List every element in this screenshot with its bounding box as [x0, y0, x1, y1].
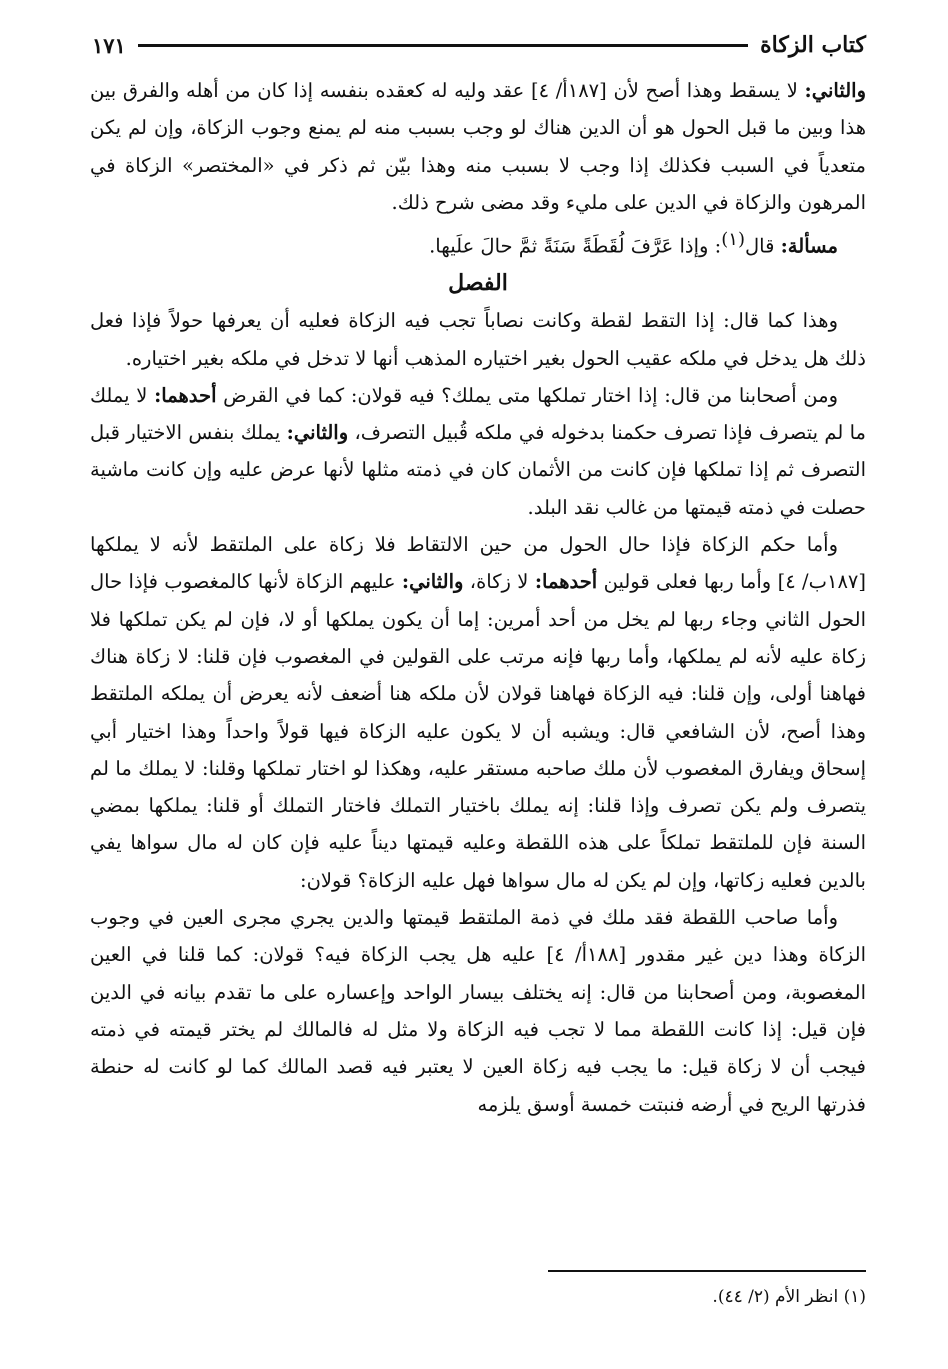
paragraph-1-text: لا يسقط وهذا أصح لأن [١٨٧أ/ ٤] عقد وليه له كعقده بنفسه إذا كان من أهله والفرق بين هذا وبين ما قبل الحول هو أن الدين هناك لو وجب بسبب منه لم يمنع وجوب الزكاة، وإن لم يكن متعدياً في السبب فكذلك إذا وجب لا بسبب منه وهذا بيّن ثم ذكر في «المختصر» الزكاة في المرهون والزكاة في الدين على مليء وقد مضى شرح ذلك. — [90, 79, 866, 214]
label-second: والثاني: — [286, 421, 349, 445]
paragraph-issue — [90, 221, 866, 265]
page-number: ١٧١ — [92, 32, 126, 58]
header-rule — [138, 44, 748, 47]
paragraph-6: وأما صاحب اللقطة فقد ملك في ذمة الملتقط قيمتها والدين يجري مجرى العين في وجوب الزكاة وهذا دين غير مقدور [١٨٨أ/ ٤] عليه هل يجب الزكاة فيه؟ قولان: كما قلنا في العين المغصوبة، ومن أصحابنا من قال: إنه يختلف بيسار الواحد وإعساره على ما تقدم بيانه في الدين فإن قيل: إذا كانت اللقطة مما لا تجب فيه الزكاة ولا مثل له فالمالك لم يختر قيمته في ذمته فيجب أن لا زكاة قيل: ما يجب فيه زكاة العين لا يعتبر فيه قصد المالك كما لو كانت له حنطة فذرتها الريح في أرضه فنبتت خمسة أوسق يلزمه — [90, 906, 867, 1116]
main-text — [90, 72, 866, 1123]
paragraph-3: وهذا كما قال: إذا التقط لقطة وكانت نصاباً تجب فيه الزكاة فعليه أن يعرفها حولاً فإذا فعل ذلك هل يدخل في ملكه عقيب الحول بغير اختياره المذهب أنها لا تدخل في ملكه بغير اختياره. — [90, 309, 866, 370]
issue-text-after: : وإذا عَرَّفَ لُقَطَةً سَنَةً ثمَّ حالَ علَيها. — [429, 234, 722, 258]
paragraph-4-part-3: يملك بنفس الاختيار قبل التصرف ثم إذا تملكها فإن كانت من الأثمان كان في ذمته مثلها لأنها عرض عليه وإن كانت ماشية حصلت في ذمته قيمتها من غالب نقد البلد. — [90, 421, 866, 519]
label-first: أحدهما: — [154, 383, 217, 407]
running-header — [92, 28, 866, 62]
paragraph-5 — [90, 526, 866, 899]
paragraph-4-part-1: ومن أصحابنا من قال: إذا اختار تملكها متى يملك؟ فيه قولان: كما في القرض — [223, 383, 838, 407]
paragraph-1 — [90, 72, 866, 221]
footnote-separator — [548, 1270, 866, 1272]
footnote: (١) انظر الأم (٢/ ٤٤). — [712, 1287, 866, 1307]
label-first: أحدهما: — [534, 570, 598, 594]
section-heading: الفصل — [448, 269, 508, 296]
label-issue: مسألة: — [780, 234, 838, 258]
paragraph-5-part-3: عليهم الزكاة لأنها كالمغصوب فإذا حال الحول الثاني وجاء ربها لم يخل من أحد أمرين: إما أن يكون يملكها أو لا، فإن لم يكن تملكها فلا زكاة عليه لأنه لم يملكها، وأما ربها فإنه مرتب على القولين في المغصوب فإن قلنا: لا زكاة هناك فهاهنا أولى، وإن قلنا: فيه الزكاة فهاهنا قولان لأن ملكه هنا أضعف لأنه يعرض أن يملكه الملتقط وهذا أصح، لأن الشافعي قال: ويشبه أن لا يكون عليه الزكاة فيها قولاً واحداً وهذا اختيار أبي إسحاق ويفارق المغصوب لأن ملك صاحبه مستقر عليه، وهكذا لو اختار تملكها وقلنا: لا يملك ما لم يتصرف ولم يكن تصرف وإذا قلنا: إنه يملك باختيار التملك فاختار التملك أو قلنا: يملكها بمضي السنة فإن للملتقط تملكاً على هذه اللقطة وعليه قيمتها ديناً عليه فإن كان له مال سواها يفي بالدين فعليه زكاتها، وإن لم يكن له مال سواها فهل عليه الزكاة؟ قولان: — [90, 570, 866, 892]
paragraph-4-part-2: لا يملك ما لم يتصرف فإذا تصرف حكمنا بدخوله في ملكه قُبيل التصرف، — [90, 383, 866, 445]
paragraph-5-part-1: وأما حكم الزكاة فإذا حال الحول من حين الالتقاط فلا زكاة على الملتقط لأنه لا يملكها [١٨٧ب/ ٤] وأما ربها فعلى قولين — [90, 533, 866, 594]
paragraph-4 — [90, 377, 866, 526]
issue-text-before: قال — [744, 234, 775, 258]
footnote-ref: (١) — [721, 229, 745, 251]
label-second: والثاني: — [804, 79, 866, 102]
book-title: كتاب الزكاة — [760, 32, 866, 58]
label-second: والثاني: — [401, 570, 464, 594]
paragraph-5-part-2: لا زكاة، — [469, 570, 529, 594]
